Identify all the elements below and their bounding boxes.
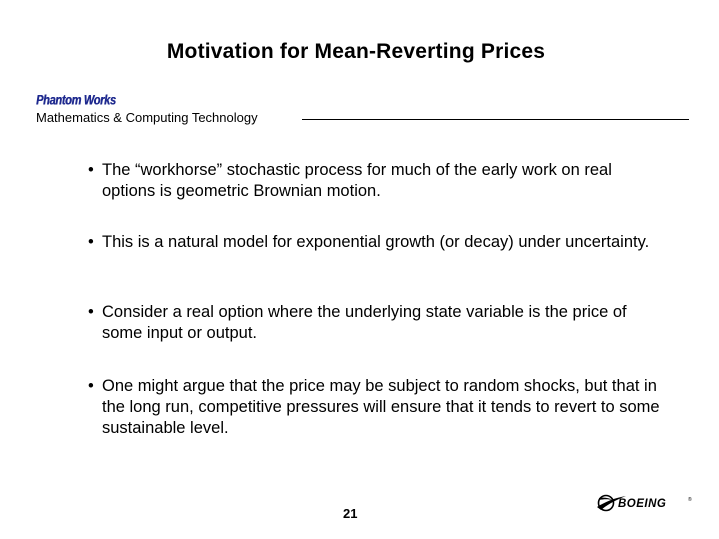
page-number: 21: [343, 506, 358, 521]
slide-title: Motivation for Mean-Reverting Prices: [166, 40, 546, 63]
bullet-text: The “workhorse” stochastic process for much of the early work on real options is geometric Brownian motion.: [102, 161, 612, 200]
bullet-item: [88, 302, 662, 344]
bullet-icon: •: [88, 161, 94, 179]
bullet-text: One might argue that the price may be subject to random shocks, but that in the long run, competitive pressures will ensure that it tends to revert to some sustainable level.: [102, 377, 660, 437]
bullet-icon: •: [88, 377, 94, 395]
registered-mark: ®: [688, 497, 692, 503]
boeing-wordmark: BOEING: [618, 498, 667, 510]
boeing-logo: [596, 488, 696, 518]
bullet-text: This is a natural model for exponential growth (or decay) under uncertainty.: [102, 233, 650, 251]
bullet-icon: •: [88, 233, 94, 251]
phantom-works-logo: Phantom Works: [36, 93, 116, 108]
bullet-text: Consider a real option where the underlying state variable is the price of some input or output.: [102, 303, 627, 342]
bullet-icon: •: [88, 303, 94, 321]
bullet-item: [88, 376, 662, 439]
header-divider: [302, 119, 689, 120]
bullet-item: [88, 160, 662, 202]
bullet-item: [88, 232, 662, 253]
department-label: Mathematics & Computing Technology: [36, 110, 258, 125]
